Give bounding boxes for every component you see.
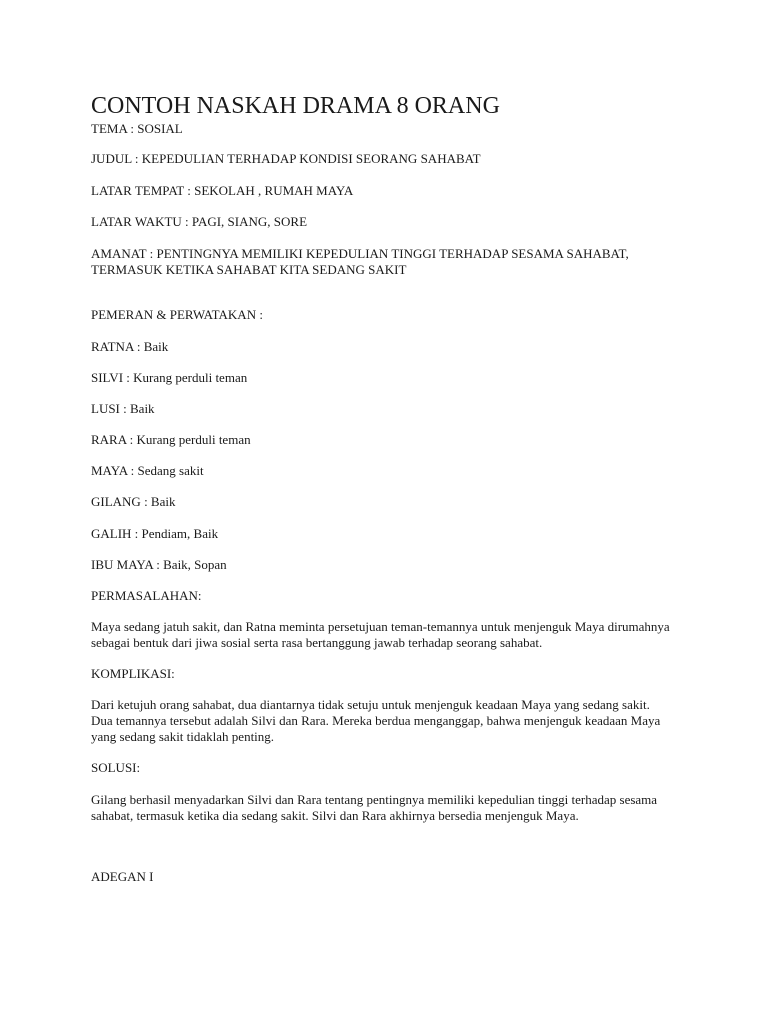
character-galih: GALIH : Pendiam, Baik (91, 526, 219, 541)
permasalahan-line-1: Maya sedang jatuh sakit, dan Ratna meminta persetujuan teman-temannya untuk menjenguk Maya dirumahnya (91, 619, 670, 634)
permasalahan-line-2: sebagai bentuk dari jiwa sosial serta rasa bertanggung jawab terhadap seorang sahabat. (91, 635, 543, 650)
pemeran-heading: PEMERAN & PERWATAKAN : (91, 307, 263, 322)
komplikasi-heading: KOMPLIKASI: (91, 666, 175, 681)
solusi-line-1: Gilang berhasil menyadarkan Silvi dan Rara tentang pentingnya memiliki kepedulian tinggi terhadap sesama (91, 792, 658, 807)
permasalahan-heading: PERMASALAHAN: (91, 588, 202, 603)
komplikasi-line-3: yang sedang sakit tidaklah penting. (91, 729, 275, 744)
solusi-heading: SOLUSI: (91, 760, 141, 775)
komplikasi-line-1: Dari ketujuh orang sahabat, dua diantarnya tidak setuju untuk menjenguk keadaan Maya yang sedang sakit. (91, 697, 650, 712)
document-title: CONTOH NASKAH DRAMA 8 ORANG (91, 93, 500, 119)
amanat-line-1: AMANAT : PENTINGNYA MEMILIKI KEPEDULIAN TINGGI TERHADAP SESAMA SAHABAT, (91, 246, 629, 261)
latar-waktu-line: LATAR WAKTU : PAGI, SIANG, SORE (91, 214, 308, 229)
character-gilang: GILANG : Baik (91, 494, 176, 509)
amanat-line-2: TERMASUK KETIKA SAHABAT KITA SEDANG SAKIT (91, 262, 407, 277)
judul-line: JUDUL : KEPEDULIAN TERHADAP KONDISI SEORANG SAHABAT (91, 151, 481, 166)
character-ratna: RATNA : Baik (91, 339, 169, 354)
character-ibu-maya: IBU MAYA : Baik, Sopan (91, 557, 227, 572)
latar-tempat-line: LATAR TEMPAT : SEKOLAH , RUMAH MAYA (91, 183, 354, 198)
character-lusi: LUSI : Baik (91, 401, 155, 416)
character-rara: RARA : Kurang perduli teman (91, 432, 251, 447)
tema-line: TEMA : SOSIAL (91, 121, 183, 136)
adegan-heading: ADEGAN I (91, 869, 154, 884)
character-maya: MAYA : Sedang sakit (91, 463, 204, 478)
komplikasi-line-2: Dua temannya tersebut adalah Silvi dan Rara. Mereka berdua menganggap, bahwa menjenguk keadaan Maya (91, 713, 661, 728)
character-silvi: SILVI : Kurang perduli teman (91, 370, 248, 385)
solusi-line-2: sahabat, termasuk ketika dia sedang sakit. Silvi dan Rara akhirnya bersedia menjenguk Maya. (91, 808, 579, 823)
